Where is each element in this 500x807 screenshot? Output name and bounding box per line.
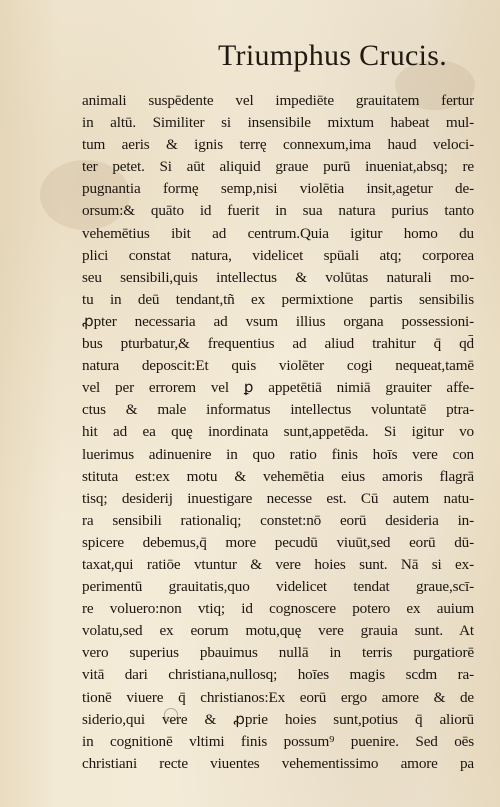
text-line: vero superius pbauimus nullā in terris purgatiorē — [82, 644, 474, 662]
text-block — [82, 90, 474, 772]
text-line: seu sensibili,quis intellectus & volūtas naturali mo- — [82, 268, 474, 286]
text-line: luerimus adinuenire in quo ratio finis hoīs vere con — [82, 445, 474, 463]
text-line: spicere debemus,q̄ more pecudū viuūt,sed eorū dū- — [82, 533, 474, 551]
text-line: volatu,sed ex eorum motu,quę vere grauia sunt. At — [82, 622, 474, 640]
text-line: vehemētius ibit ad centrum.Quia igitur homo du — [82, 224, 474, 242]
text-line: ctus & male informatus intellectus voluntatē ptra- — [82, 401, 474, 419]
text-line: natura deposcit:Et quis violēter cogi nequeat,tamē — [82, 357, 474, 375]
text-line: ter petet. Si aūt aliquid graue purū inueniat,absq; re — [82, 158, 474, 176]
small-circle-mark — [164, 708, 178, 722]
text-line: bus pturbatur,& frequentius ad aliud trahitur q̄ qd̄ — [82, 335, 474, 353]
page-header — [0, 40, 500, 72]
text-line: tionē viuere q̄ christianos:Ex eorū ergo amore & de — [82, 688, 474, 706]
text-line: re voluero:non vtiq; id cognoscere potero ex auium — [82, 600, 474, 618]
text-line: tu in deū tendant,tñ ex permixtione partis sensibilis — [82, 290, 474, 308]
text-line: vitā dari christiana,nullosq; hoīes magis scdm ra- — [82, 666, 474, 684]
text-line: plici constat natura, videlicet spūali atq; corporea — [82, 246, 474, 264]
text-line: tisq; desiderij inuestigare necesse est. Cū autem natu- — [82, 489, 474, 507]
text-line: in altū. Similiter si insensibile mixtum habeat mul- — [82, 114, 474, 132]
text-line: ra sensibili rationaliq; constet:nō eorū desideria in- — [82, 511, 474, 529]
text-line: christiani recte viuentes vehementissimo amore pa — [82, 754, 474, 772]
text-line: tum aeris & ignis terrę connexum,ima haud veloci- — [82, 136, 474, 154]
text-line: pugnantia formę semp,nisi violētia insit,agetur de- — [82, 180, 474, 198]
text-line: perimentū grauitatis,quo videlicet tendat graue,scī- — [82, 578, 474, 596]
text-line: orsum:& quāto id fuerit in sua natura purius tanto — [82, 202, 474, 220]
text-line: hit ad ea quę inordinata sunt,appetēda. Si igitur vo — [82, 423, 474, 441]
text-line: in cognitionē vltimi finis possum⁹ puenire. Sed oēs — [82, 732, 474, 750]
text-line: siderio,qui vere & ꝓprie hoies sunt,potius q̄ aliorū — [82, 710, 474, 728]
text-line: ꝓpter necessaria ad vsum illius organa possessioni- — [82, 312, 474, 330]
text-line: vel per errorem vel ꝑ appetētiā nimiā grauiter affe- — [82, 379, 474, 397]
text-line: taxat,qui ratiōe vtuntur & vere hoies sunt. Nā si ex- — [82, 555, 474, 573]
text-line: stituta est:ex motu & vehemētia eius amoris flagrā — [82, 467, 474, 485]
text-line: animali suspēdente vel impediēte grauitatem fertur — [82, 92, 474, 109]
running-title: Triumphus Crucis. — [217, 39, 448, 72]
